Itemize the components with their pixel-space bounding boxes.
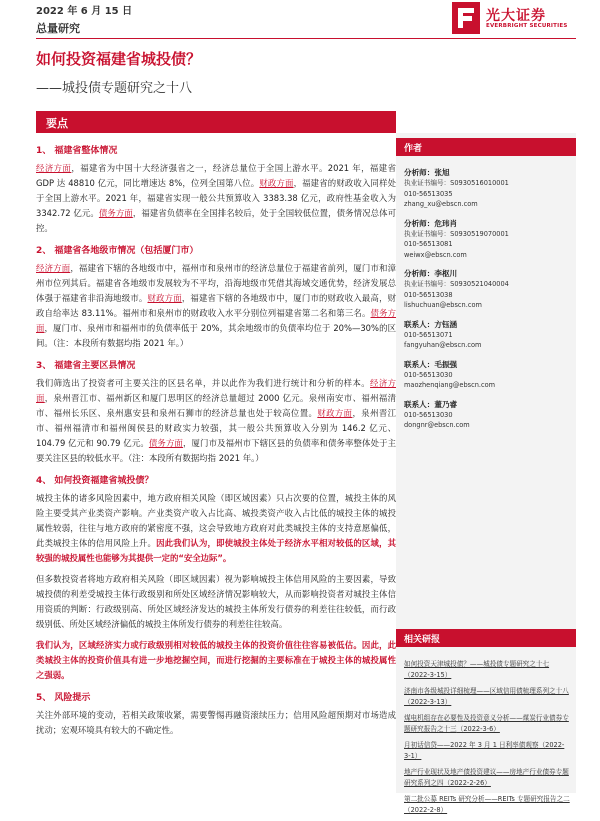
author-email[interactable]: fangyuhan@ebscn.com: [404, 341, 482, 349]
paragraph-text: 城投主体的诸多风险因素中，地方政府相关风险（即区域因素）只占次要的位置，城投主体的风险主要受其产业类资产影响。产业类资产收入占比高、城投类资产收入占比低的城投主体的城投属性较弱，往往与地方政府的紧密度不强，这会导致地方政府对此类城投主体的支持意愿偏低，此类城投主体的信用风险上升。: [36, 493, 396, 548]
author-cert: 执业证书编号：S0930519070001: [404, 229, 509, 238]
related-report-date: （2022-3-1）: [404, 741, 565, 760]
author-cert: 执业证书编号：S0930521040004: [404, 280, 509, 288]
related-report-link[interactable]: [404, 767, 570, 789]
author-entry: [404, 218, 570, 261]
report-category: 总量研究: [36, 22, 80, 35]
author-name: 联系人：方钰涵: [404, 319, 458, 329]
paragraph-text: ，福建省负债率在全国排名较后，处于全国较低位置，债务情况总体可控。: [36, 208, 396, 233]
highlight-term: 经济方面: [36, 163, 72, 173]
section-paragraph: [36, 161, 396, 236]
related-report-title: 地产行业现状及地产债投资建议——房地产行业债券专题研究系列之四: [404, 768, 569, 787]
related-report-title: 月初话信贷——2022 年 3 月 1 日利率债观察: [404, 741, 539, 749]
related-report-date: （2022-2-8）: [404, 806, 448, 814]
related-report-title: 煤电机组存在必要性及投资意义分析——煤炭行业债券专题研究报告之十三: [404, 714, 569, 733]
paragraph-text: ，厦门市及福州市下辖区县的负债率和债务率整体处于主要关注区县的较低水平。（注：本段所有数据均指 2021 年。）: [36, 438, 397, 463]
highlight-term: 财政方面: [259, 178, 294, 188]
section-1: [36, 143, 396, 236]
sidebar: [396, 133, 576, 814]
section-paragraph: [36, 491, 396, 566]
related-report-list: [404, 659, 570, 821]
paragraph-text: 我们认为，区域经济实力或行政级别相对较低的城投主体的投资价值往往容易被低估。因此，此类城投主体的投资价值具有进一步地挖掘空间，而进行挖掘的主要标准在于城投主体的城投属性之强弱。: [36, 640, 396, 680]
author-entry: [404, 167, 570, 210]
paragraph-text: ，福建省下辖的各地级市中，福州市和泉州市的经济总量位于福建省前列，厦门市和漳州市位列其后。福建省各地级市发展较为不平均，沿海地级市凭借其海域交通优势，经济发展总体强于福建省非沿海地级市。: [36, 263, 397, 303]
author-phone: 010-56513030: [404, 410, 453, 419]
main-content: [36, 143, 396, 745]
section-4: [36, 473, 396, 683]
author-name: 联系人：董乃睿: [404, 399, 458, 409]
section-5: [36, 690, 396, 738]
paragraph-text: 但多数投资者将地方政府相关风险（即区域因素）视为影响城投主体信用风险的主要因素，导致城投债的利差受城投主体行政级别和所处区域经济情况影响较大，从而影响投资者对城投主体信用资质的判断：行政级别高、所处区域经济发达的城投主体所发行债券的利差往往较低，而行政级别低、所处区域经济偏低的城投主体所发行债券的利差往往较高。: [36, 574, 396, 629]
author-cert: 执业证书编号：S0930516010001: [404, 179, 509, 187]
author-entry: [404, 359, 570, 391]
author-email[interactable]: maozhenqiang@ebscn.com: [404, 381, 496, 389]
author-list: [404, 167, 570, 439]
section-heading: 3、 福建省主要区县情况: [36, 361, 136, 371]
key-points-label: 要点: [46, 117, 68, 130]
section-3: [36, 358, 396, 466]
section-heading: 5、 风险提示: [36, 693, 91, 703]
related-report-date: （2022-3-15）: [404, 671, 452, 679]
highlight-term: 财政方面: [317, 408, 353, 418]
related-report-link[interactable]: [404, 740, 570, 762]
related-reports-bar: [396, 629, 576, 647]
author-name: 分析师：李枢川: [404, 269, 458, 278]
author-entry: [404, 319, 570, 351]
author-email[interactable]: weiwx@ebscn.com: [404, 250, 467, 259]
author-name: 分析师：危玮肖: [404, 218, 458, 228]
related-report-link[interactable]: [404, 794, 570, 816]
report-subtitle: ——城投债专题研究之十八: [36, 81, 193, 96]
paragraph-text: 因此我们认为，即使城投主体处于经济水平相对较低的区域，其较强的城投属性也能够为其提供一定的“安全边际”。: [36, 538, 397, 563]
author-name: 联系人：毛振强: [404, 359, 458, 369]
highlight-term: 经济方面: [36, 378, 397, 403]
author-name: 分析师：张旭: [404, 168, 450, 177]
author-entry: [404, 268, 570, 311]
author-phone: 010-56513081: [404, 240, 453, 248]
related-reports-label: 相关研报: [404, 635, 441, 645]
highlight-term: 债务方面: [148, 438, 183, 448]
authors-bar: [396, 138, 576, 156]
report-title: 如何投资福建省城投债？: [36, 50, 202, 68]
section-heading: 2、 福建省各地级市情况（包括厦门市）: [36, 246, 199, 256]
report-date: 2022 年 6 月 15 日: [36, 6, 133, 17]
paragraph-text: ，泉州晋江市、福州福清市和福州闽侯县的财政实力较强，其一般公共预算收入分别为 146.2 亿元、104.79 亿元和 90.79 亿元。: [36, 408, 397, 448]
paragraph-text: 关注外部环境的变动，若相关政策收紧，需要警惕再融资滚续压力；信用风险超预期对市场造成扰动；宏观环境具有较大的不确定性。: [36, 710, 396, 735]
author-email[interactable]: dongnr@ebscn.com: [404, 421, 470, 429]
author-entry: [404, 399, 570, 431]
author-phone: 010-56513071: [404, 330, 453, 339]
related-report-link[interactable]: [404, 713, 570, 735]
brand-name-cn: 光大证券: [486, 8, 546, 24]
paragraph-text: ，福建省下辖的各地级市中，厦门市的财政收入最高，财政自给率达 83.11%。福州市和泉州市的财政收入水平分别位列福建省第二名和第三名。: [36, 293, 397, 318]
author-phone: 010-56513035: [404, 189, 453, 198]
paragraph-text: ，泉州晋江市、福州新区和厦门思明区的经济总量超过 2000 亿元。泉州南安市、福州福清市、福州长乐区、泉州惠安县和泉州石狮市的经济总量也处于较高位置。: [36, 393, 396, 418]
section-paragraph: [36, 572, 396, 632]
related-report-link[interactable]: [404, 659, 570, 681]
author-email[interactable]: zhang_xu@ebscn.com: [404, 200, 478, 208]
paragraph-text: 我们筛选出了投资者可主要关注的区县名单，并以此作为我们进行统计和分析的样本。: [36, 378, 371, 388]
section-paragraph: [36, 708, 396, 738]
author-phone: 010-56513030: [404, 370, 453, 379]
related-report-title: 如何投资天津城投债？——城投债专题研究之十七: [404, 660, 550, 668]
related-report-title: 济南市各级城投详细梳理——区域信用债梳理系列之十八: [404, 687, 569, 695]
highlight-term: 债务方面: [98, 208, 133, 218]
section-heading: 1、 福建省整体情况: [36, 146, 118, 156]
author-phone: 010-56513038: [404, 290, 453, 299]
highlight-term: 财政方面: [147, 293, 182, 303]
authors-label: 作者: [404, 144, 423, 154]
brand-logo: [452, 2, 592, 38]
section-heading: 4、 如何投资福建省城投债？: [36, 476, 154, 486]
related-report-link[interactable]: [404, 686, 570, 708]
header-divider: [36, 38, 576, 39]
related-report-date: （2022-3-13）: [404, 698, 452, 706]
related-report-date: （2022-3-6）: [456, 725, 500, 733]
highlight-term: 债务方面: [36, 308, 397, 333]
highlight-term: 经济方面: [36, 263, 71, 273]
paragraph-text: ，福建省为中国十大经济强省之一，经济总量位于全国上游水平。2021 年，福建省 GDP 达 48810 亿元，同比增速达 8%，位列全国第八位。: [36, 163, 396, 188]
author-email[interactable]: lishuchuan@ebscn.com: [404, 301, 482, 309]
brand-name-en: EVERBRIGHT SECURITIES: [486, 23, 568, 29]
section-paragraph: [36, 638, 396, 683]
paragraph-text: ，厦门市、泉州市和福州市的负债率低于 20%，其余地级市的负债率均位于 20%—30%的区间。（注：本段所有数据均指 2021 年。）: [36, 323, 396, 348]
key-points-bar: [36, 111, 396, 133]
paragraph-text: ，福建省的财政收入同样处于全国上游水平。2021 年，福建省实现一般公共预算收入 3383.38 亿元，政府性基金收入为 3342.72 亿元。: [36, 178, 396, 218]
related-report-date: （2022-2-26）: [443, 779, 491, 787]
section-paragraph: [36, 376, 396, 466]
brand-logo-icon: [452, 2, 480, 34]
related-report-title: 第二批公募 REITs 研究分析——REITs 专题研究报告之二: [404, 795, 570, 803]
section-2: [36, 243, 396, 351]
section-paragraph: [36, 261, 396, 351]
